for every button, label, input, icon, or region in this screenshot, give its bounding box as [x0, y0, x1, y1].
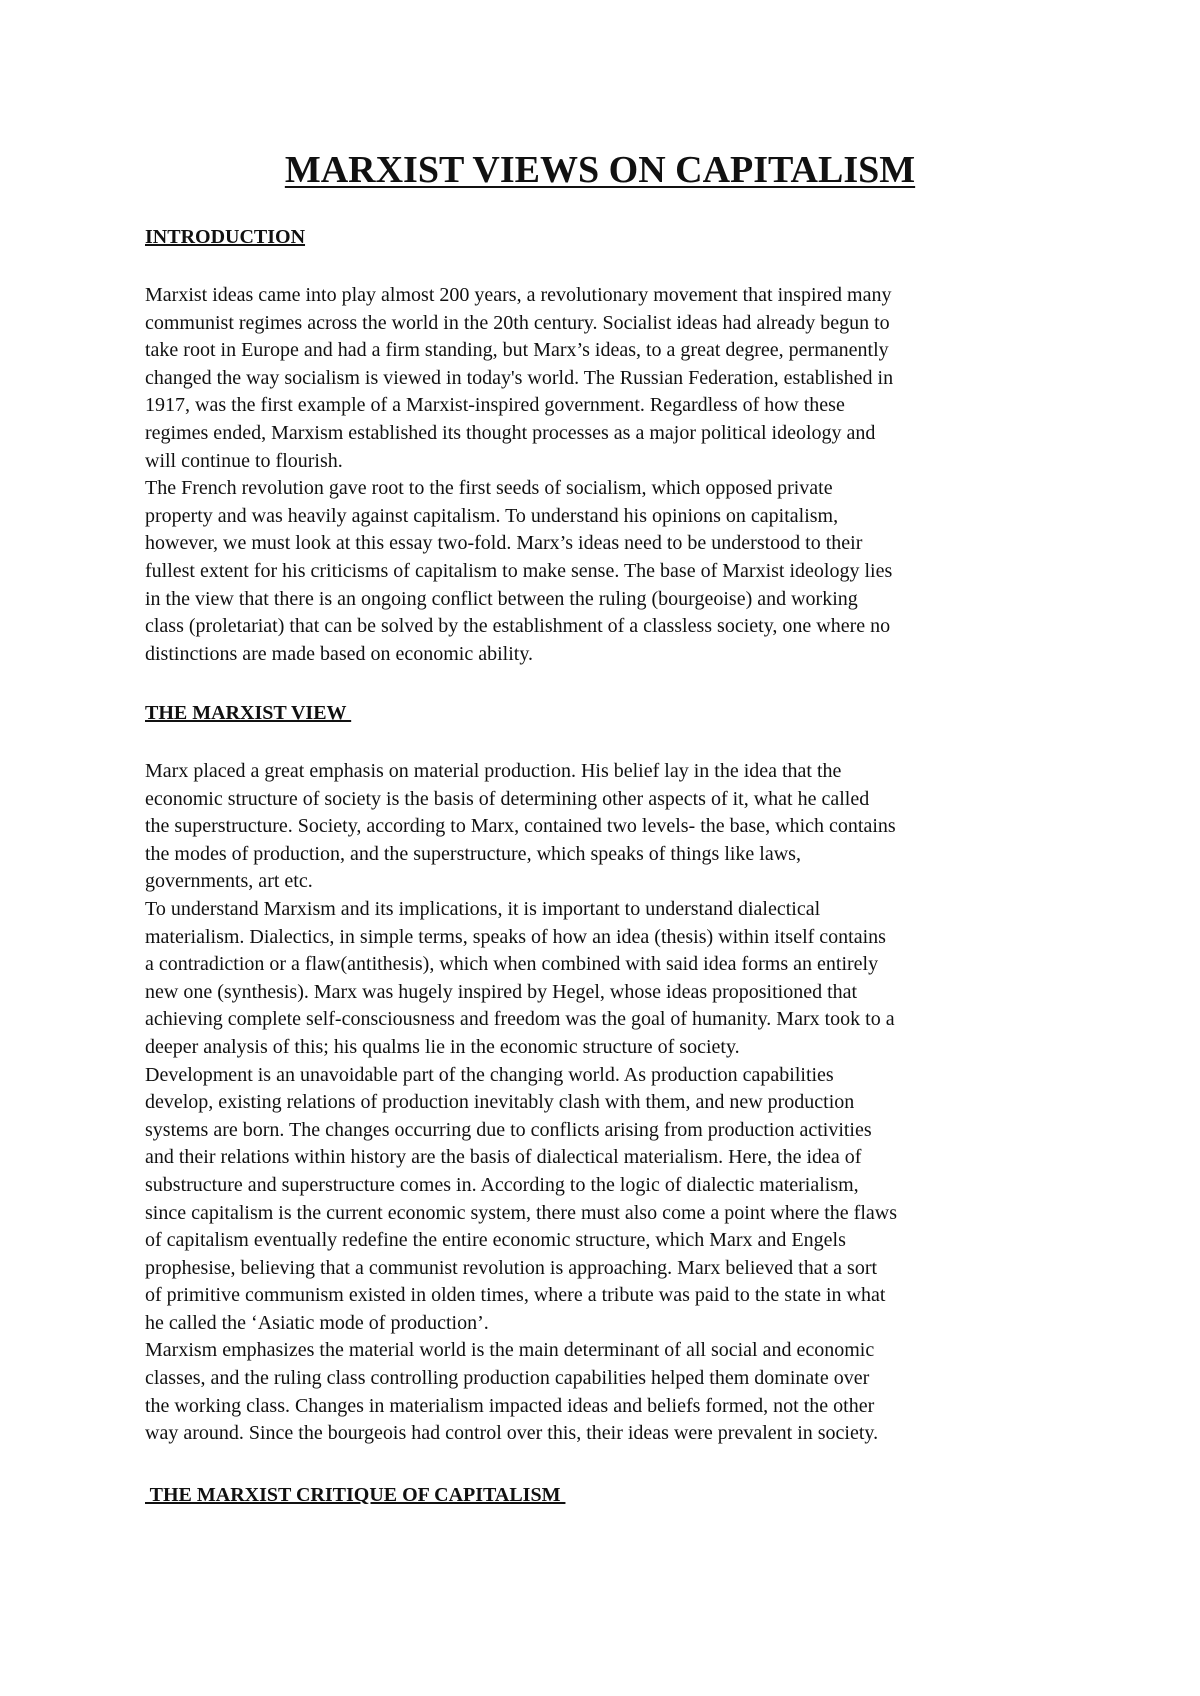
- text-line: Marxist ideas came into play almost 200 years, a revolutionary movement that inspired many: [145, 284, 892, 306]
- text-line: he called the ‘Asiatic mode of production’.: [145, 1311, 489, 1334]
- text-line: property and was heavily against capitalism. To understand his opinions on capitalism,: [145, 504, 839, 527]
- text-line: prophesise, believing that a communist revolution is approaching. Marx believed that a sort: [145, 1256, 878, 1279]
- text-line: Development is an unavoidable part of the changing world. As production capabilities: [145, 1063, 834, 1086]
- text-line: and their relations within history are the basis of dialectical materialism. Here, the idea of: [145, 1146, 862, 1169]
- text-line: since capitalism is the current economic system, there must also come a point where the flaws: [145, 1201, 897, 1224]
- text-line: systems are born. The changes occurring due to conflicts arising from production activities: [145, 1118, 872, 1141]
- text-line: new one (synthesis). Marx was hugely inspired by Hegel, whose ideas propositioned that: [145, 980, 858, 1003]
- text-line: the superstructure. Society, according to Marx, contained two levels- the base, which contains: [145, 815, 896, 838]
- text-line: fullest extent for his criticisms of capitalism to make sense. The base of Marxist ideology lies: [145, 559, 893, 582]
- section-heading-marxist-view: THE MARXIST VIEW: [145, 702, 352, 724]
- text-line: regimes ended, Marxism established its thought processes as a major political ideology and: [145, 421, 876, 444]
- text-line: the modes of production, and the superstructure, which speaks of things like laws,: [145, 842, 801, 865]
- text-line: way around. Since the bourgeois had control over this, their ideas were prevalent in society.: [145, 1422, 879, 1445]
- text-line: To understand Marxism and its implications, it is important to understand dialectical: [145, 897, 821, 920]
- text-line: of primitive communism existed in olden times, where a tribute was paid to the state in what: [145, 1284, 886, 1307]
- text-line: however, we must look at this essay two-fold. Marx’s ideas need to be understood to their: [145, 532, 863, 555]
- section-heading-marxist-critique: THE MARXIST CRITIQUE OF CAPITALISM: [145, 1484, 566, 1506]
- text-line: economic structure of society is the basis of determining other aspects of it, what he called: [145, 787, 870, 810]
- text-line: materialism. Dialectics, in simple terms, speaks of how an idea (thesis) within itself contains: [145, 925, 886, 948]
- text-line: of capitalism eventually redefine the entire economic structure, which Marx and Engels: [145, 1229, 846, 1252]
- text-line: take root in Europe and had a firm standing, but Marx’s ideas, to a great degree, permanently: [145, 339, 889, 362]
- text-line: 1917, was the first example of a Marxist-inspired government. Regardless of how these: [145, 394, 845, 417]
- text-line: Marx placed a great emphasis on material production. His belief lay in the idea that the: [145, 760, 842, 782]
- text-line: will continue to flourish.: [145, 449, 343, 472]
- text-line: deeper analysis of this; his qualms lie in the economic structure of society.: [145, 1035, 740, 1058]
- text-line: The French revolution gave root to the first seeds of socialism, which opposed private: [145, 477, 833, 500]
- text-line: a contradiction or a flaw(antithesis), which when combined with said idea forms an entirely: [145, 953, 879, 976]
- text-line: the working class. Changes in materialism impacted ideas and beliefs formed, not the other: [145, 1394, 875, 1417]
- text-line: develop, existing relations of production inevitably clash with them, and new production: [145, 1091, 855, 1114]
- text-line: changed the way socialism is viewed in today's world. The Russian Federation, established in: [145, 366, 894, 389]
- text-line: communist regimes across the world in the 20th century. Socialist ideas had already begun to: [145, 311, 890, 334]
- text-line: Marxism emphasizes the material world is the main determinant of all social and economic: [145, 1339, 875, 1362]
- text-line: class (proletariat) that can be solved by the establishment of a classless society, one where no: [145, 615, 891, 638]
- text-line: classes, and the ruling class controlling production capabilities helped them dominate over: [145, 1367, 870, 1390]
- text-line: in the view that there is an ongoing conflict between the ruling (bourgeoise) and working: [145, 587, 858, 610]
- text-line: substructure and superstructure comes in. According to the logic of dialectic materialism,: [145, 1173, 859, 1196]
- document-title: MARXIST VIEWS ON CAPITALISM: [284, 149, 916, 191]
- text-line: governments, art etc.: [145, 870, 313, 893]
- text-line: distinctions are made based on economic ability.: [145, 642, 534, 665]
- section-body-marxist-view: [145, 758, 1085, 1448]
- text-line: achieving complete self-consciousness and freedom was the goal of humanity. Marx took to a: [145, 1008, 895, 1031]
- section-body-introduction: [145, 282, 1085, 668]
- section-heading-introduction: INTRODUCTION: [145, 226, 306, 248]
